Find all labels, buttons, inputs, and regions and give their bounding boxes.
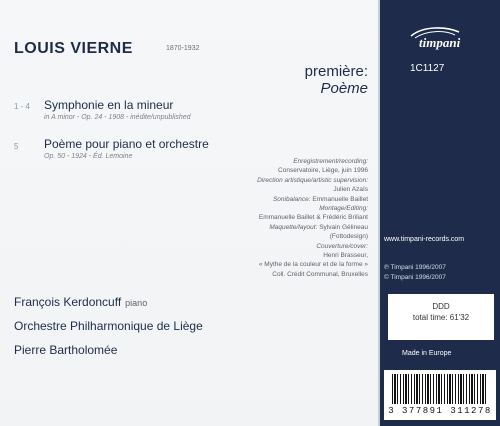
credit-value: Coll. Crédit Communal, Bruxelles xyxy=(272,270,368,278)
timpani-logo xyxy=(405,24,491,50)
credit-key: Sonibalance: xyxy=(272,195,311,203)
total-time: total time: 61'32 xyxy=(412,313,470,322)
credit-key: Enregistrement/recording: xyxy=(293,158,368,165)
credit-line xyxy=(158,270,368,279)
credit-line xyxy=(158,223,368,232)
credit-key: Montage/Editing: xyxy=(319,205,368,213)
recording-credits xyxy=(158,157,368,279)
info-box xyxy=(388,294,494,340)
credit-line xyxy=(158,260,368,269)
credit-line xyxy=(158,232,368,241)
credit-key: Maquette/layout: xyxy=(269,223,318,231)
performer-line xyxy=(14,295,147,309)
credit-value: (Fottodesign) xyxy=(329,233,368,241)
made-in: Made in Europe xyxy=(402,350,452,357)
composer-dates: 1870-1932 xyxy=(166,45,200,52)
performer-name: Pierre Bartholomée xyxy=(14,343,118,357)
composer-name: LOUIS VIERNE xyxy=(14,40,133,57)
track-number: 5 xyxy=(14,142,19,151)
performer-line xyxy=(14,319,203,333)
track-title: Symphonie en la mineur xyxy=(44,98,174,112)
catalog-number: 1C1127 xyxy=(410,63,445,74)
copyright: © Timpani 1996/2007 xyxy=(384,274,446,281)
track-detail: in A minor - Op. 24 - 1908 - inédite/unpublished xyxy=(44,114,191,121)
credit-line xyxy=(158,195,368,204)
credit-line xyxy=(158,251,368,260)
credit-value: Emmanuelle Baillet & Frédéric Briliant xyxy=(258,214,368,222)
credit-line xyxy=(158,157,368,166)
track-detail: Op. 50 - 1924 - Éd. Lemoine xyxy=(44,153,133,160)
barcode-number: 3 377891 311278 xyxy=(388,406,492,416)
credit-key: Direction artistique/artistic supervision: xyxy=(257,176,368,184)
ddd-code: DDD xyxy=(432,302,450,311)
credit-line xyxy=(158,242,368,251)
credit-value: Conservatoire, Liège, juin 1996 xyxy=(278,167,368,175)
credit-line xyxy=(158,185,368,194)
performer-role: piano xyxy=(125,298,148,308)
credit-key: Couverture/cover: xyxy=(316,242,368,250)
credit-value: « Mythe de la couleur et de la forme » xyxy=(258,261,368,269)
credit-line xyxy=(158,204,368,213)
credit-line xyxy=(158,213,368,222)
phonographic-copyright: ℗ Timpani 1996/2007 xyxy=(384,264,446,271)
website-url: www.timpani-records.com xyxy=(384,236,465,243)
barcode-bars xyxy=(392,374,488,404)
poeme-label: Poème xyxy=(320,80,368,97)
premiere-label: première: xyxy=(304,63,368,80)
credit-value: Julien Azaïs xyxy=(333,186,368,194)
barcode xyxy=(384,370,496,420)
performer-line xyxy=(14,343,117,357)
logo-text: timpani xyxy=(419,35,461,50)
credit-value: Emmanuelle Baillet xyxy=(312,195,368,203)
track-number: 1 - 4 xyxy=(14,102,31,111)
performer-name: François Kerdoncuff xyxy=(14,295,122,309)
performer-name: Orchestre Philharmonique de Liège xyxy=(14,319,203,333)
credit-line xyxy=(158,166,368,175)
credit-line xyxy=(158,176,368,185)
credit-value: Sylvain Gélineau xyxy=(319,223,368,231)
credit-value: Henri Brasseur, xyxy=(323,252,368,260)
track-title: Poème pour piano et orchestre xyxy=(44,137,209,151)
